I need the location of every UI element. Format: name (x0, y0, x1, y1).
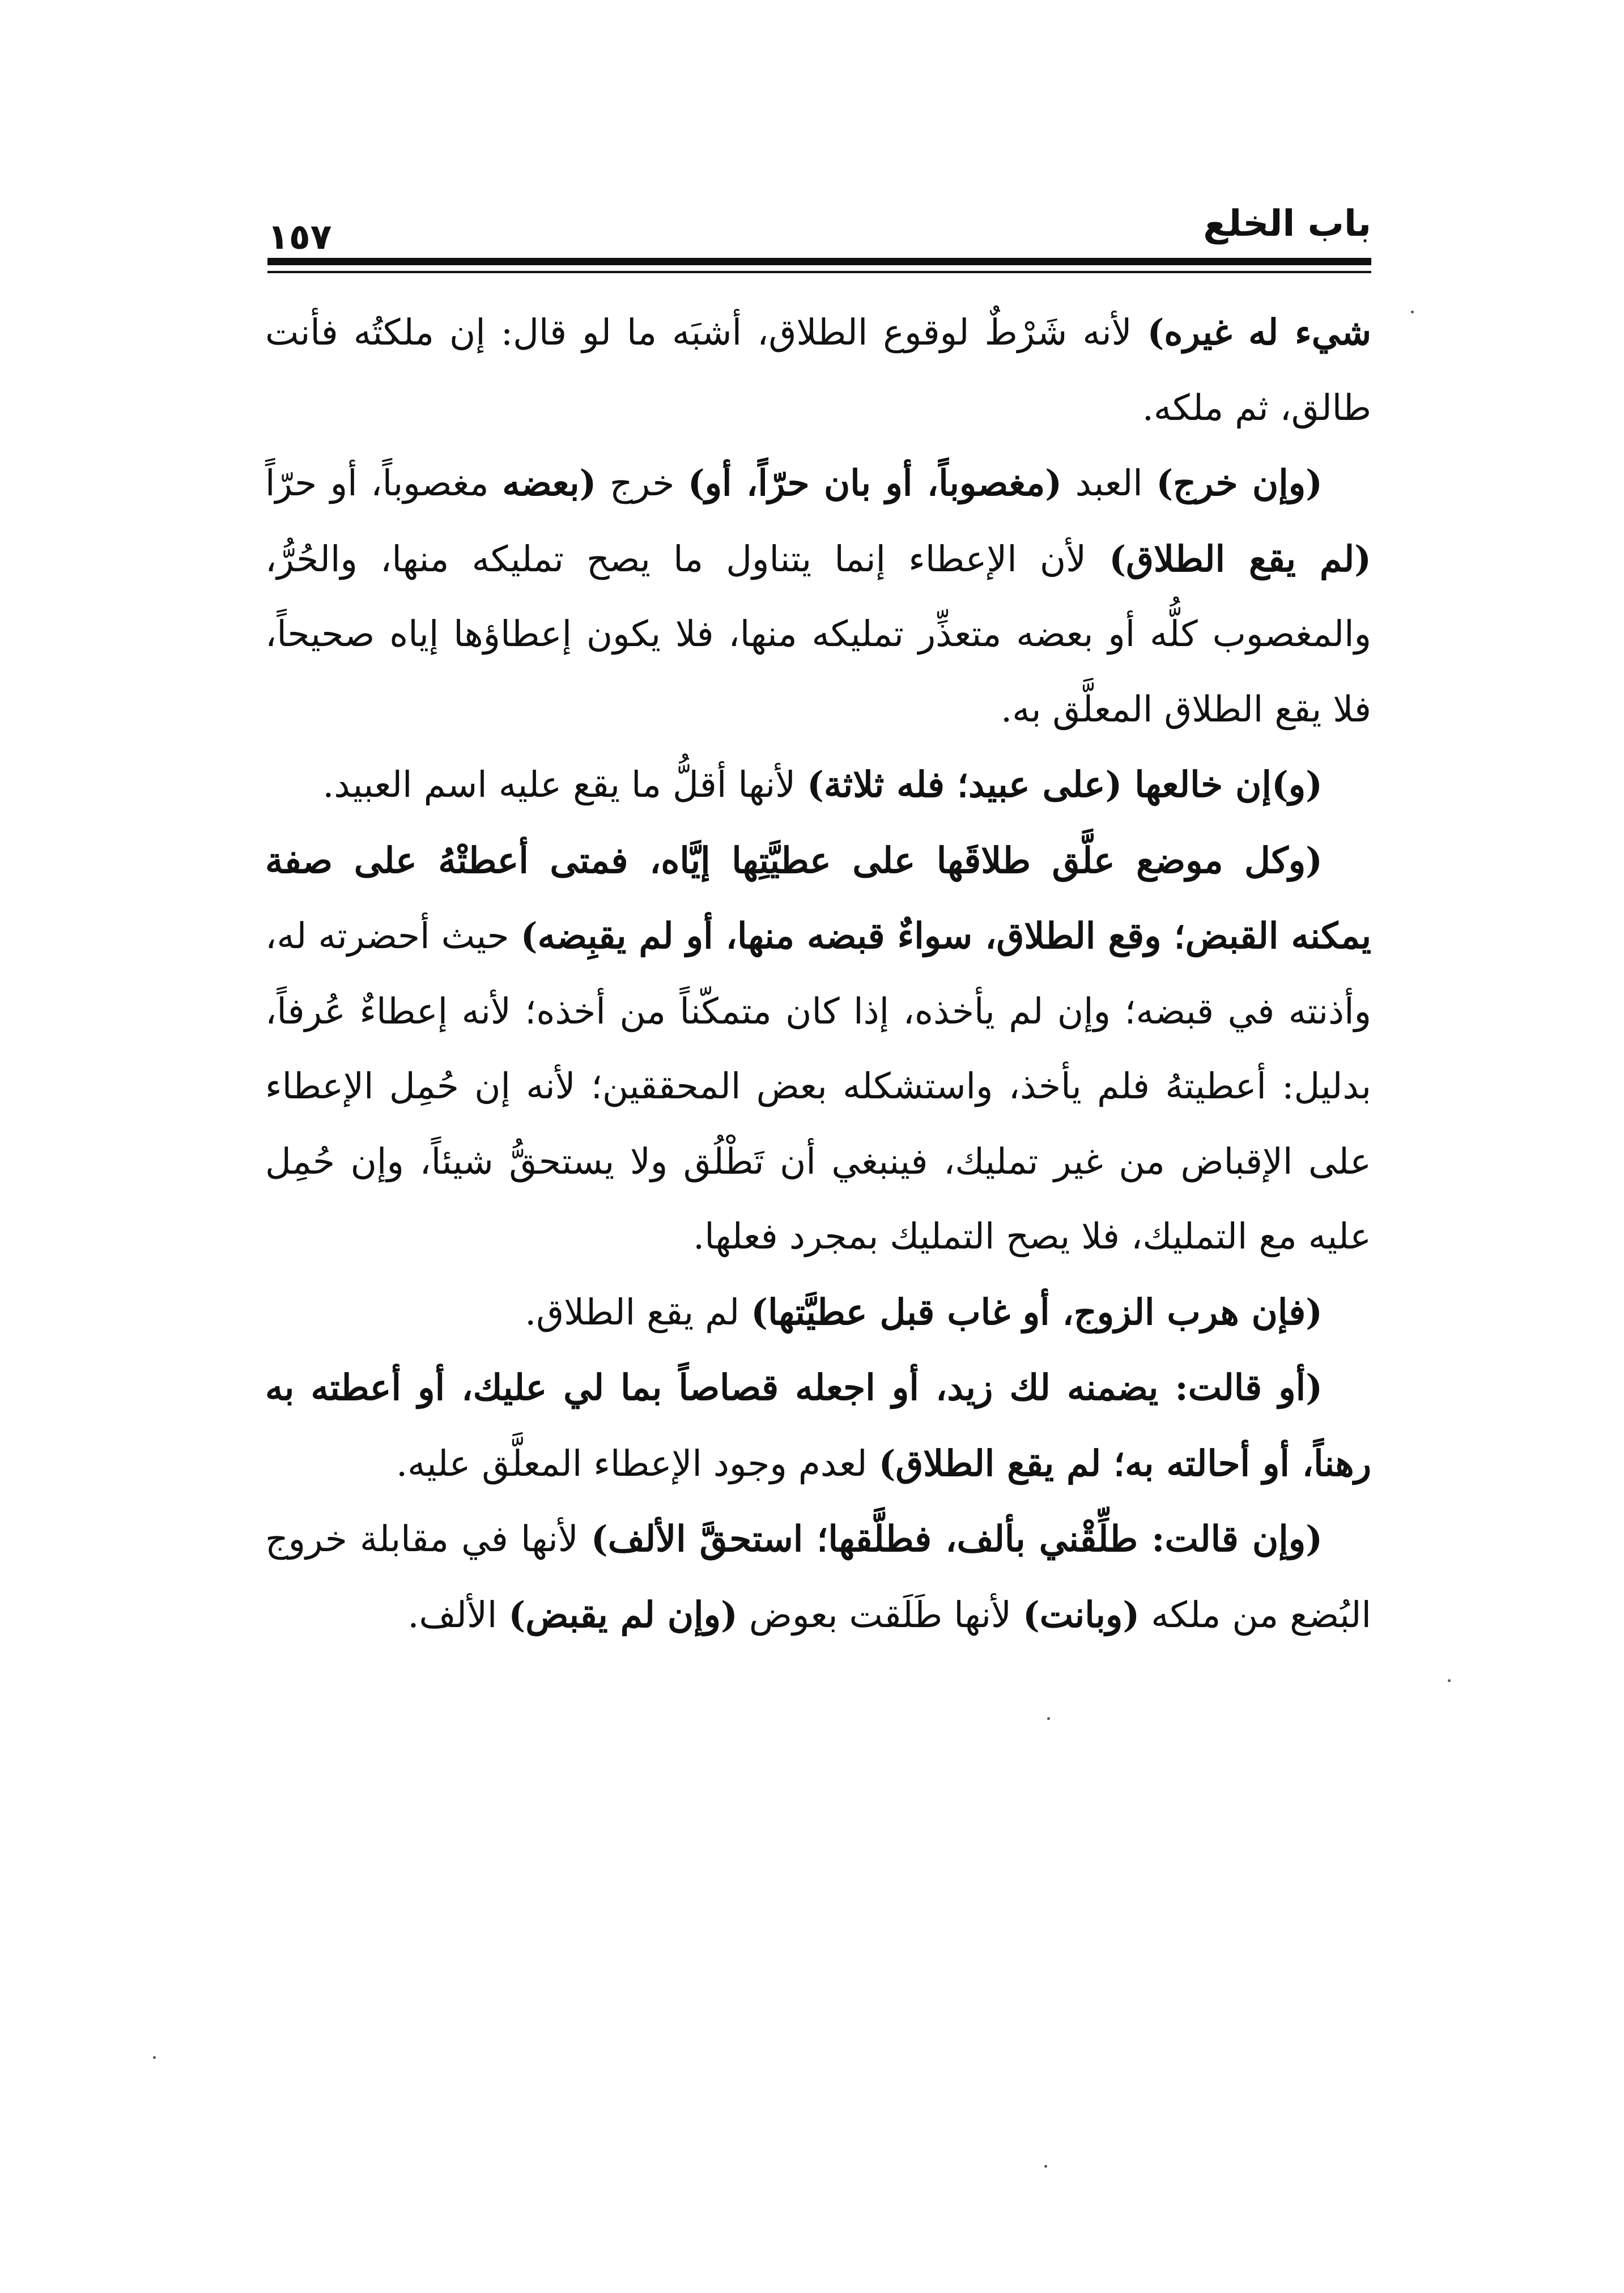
scan-speck (1448, 1679, 1451, 1682)
matn-text: (لم يقع الطلاق) (1109, 537, 1371, 580)
scan-speck (153, 2056, 156, 2059)
sharh-text: لأنها أقلُّ ما يقع عليه اسم العبيد. (322, 764, 807, 805)
paragraph (265, 445, 1371, 747)
sharh-text: لأنها طَلَقت بعوض (737, 1594, 1023, 1636)
sharh-text: العبد (1062, 462, 1157, 504)
matn-text: شيء له غيره) (1147, 311, 1371, 353)
page-number: ١٥٧ (267, 216, 332, 257)
matn-text: (وإن خرج) (1156, 462, 1323, 504)
paragraph (265, 1501, 1371, 1653)
paragraph (265, 747, 1371, 823)
matn-text: (وبانت) (1023, 1593, 1140, 1636)
sharh-text: مغصوباً، أو حرّاً (265, 462, 503, 504)
body-text (265, 295, 1371, 1653)
paragraph (265, 1275, 1371, 1351)
scan-speck (1411, 311, 1414, 313)
matn-text: (وكل موضع علَّق طلاقَها على عطيَّتِها إيَّاه، فمتى أعطتْهُ على صفة يمكنه القبض؛ وقع الطلاق، سواءٌ قبضه منها، أو لم يقبِضه) (265, 839, 1371, 957)
paragraph (265, 1350, 1371, 1501)
header-rule-thick (267, 258, 1371, 265)
sharh-text: لم يقع الطلاق. (525, 1291, 751, 1333)
sharh-text: حيث أحضرته له، وأذنته في قبضه؛ وإن لم يأخذه، إذا كان متمكّناً من أخذه؛ لأنه إعطاءٌ عُرفاً، بدليل: أعطيتهُ فلم يأخذ، واستشكله بعض المحققين؛ لأنه إن حُمِل الإعطاء على الإقباض من غير تمليك، فينبغي أن تَطْلُق ولا يستحقُّ شيئاً، وإن حُمِل عليه مع التمليك، فلا يصح التمليك بمجرد فعلها. (265, 915, 1371, 1257)
paragraph (265, 823, 1371, 1275)
matn-text: (أو قالت: يضمنه لك زيد، أو اجعله قصاصاً بما لي عليك، أو أعطته به رهناً، أو أحالته به؛ لم يقع الطلاق) (265, 1366, 1371, 1484)
header-rule-thin (267, 271, 1371, 273)
matn-text: (مغصوباً، أو بان حرّاً، أو) (687, 462, 1062, 504)
matn-text: (بعضه (502, 462, 597, 504)
sharh-text: لأنها في مقابلة خروج البُضع من ملكه (265, 1518, 1371, 1636)
matn-text: (فإن هرب الزوج، أو غاب قبل عطيَّتها) (751, 1290, 1323, 1333)
matn-text: (وإن قالت: طلِّقْني بألف، فطلَّقها؛ استحقَّ الألف) (590, 1518, 1323, 1560)
matn-text: (وإن لم يقبض) (508, 1593, 738, 1636)
paragraph (265, 295, 1371, 445)
sharh-text: لأن الإعطاء إنما يتناول ما يصح تمليكه منها، والحُرُّ، والمغصوب كلُّه أو بعضه متعذِّر تمليكه منها، فلا يكون إعطاؤها إياه صحيحاً، فلا يقع الطلاق المعلَّق به. (265, 538, 1371, 730)
scan-speck (1047, 1717, 1050, 1720)
chapter-title: باب الخلع (1203, 203, 1371, 245)
sharh-text: الألف. (407, 1594, 509, 1636)
scan-speck (1044, 2165, 1047, 2168)
sharh-text: لأنه شَرْطٌ لوقوع الطلاق، أشبَه ما لو قال: إن ملكتُه فأنت طالق، ثم ملكه. (265, 312, 1371, 428)
matn-text: (و)إن خالعها (على عبيد؛ فله ثلاثة) (807, 763, 1323, 805)
running-header (267, 198, 1371, 255)
sharh-text: خرج (596, 462, 688, 504)
sharh-text: لعدم وجود الإعطاء المعلَّق عليه. (396, 1442, 879, 1484)
